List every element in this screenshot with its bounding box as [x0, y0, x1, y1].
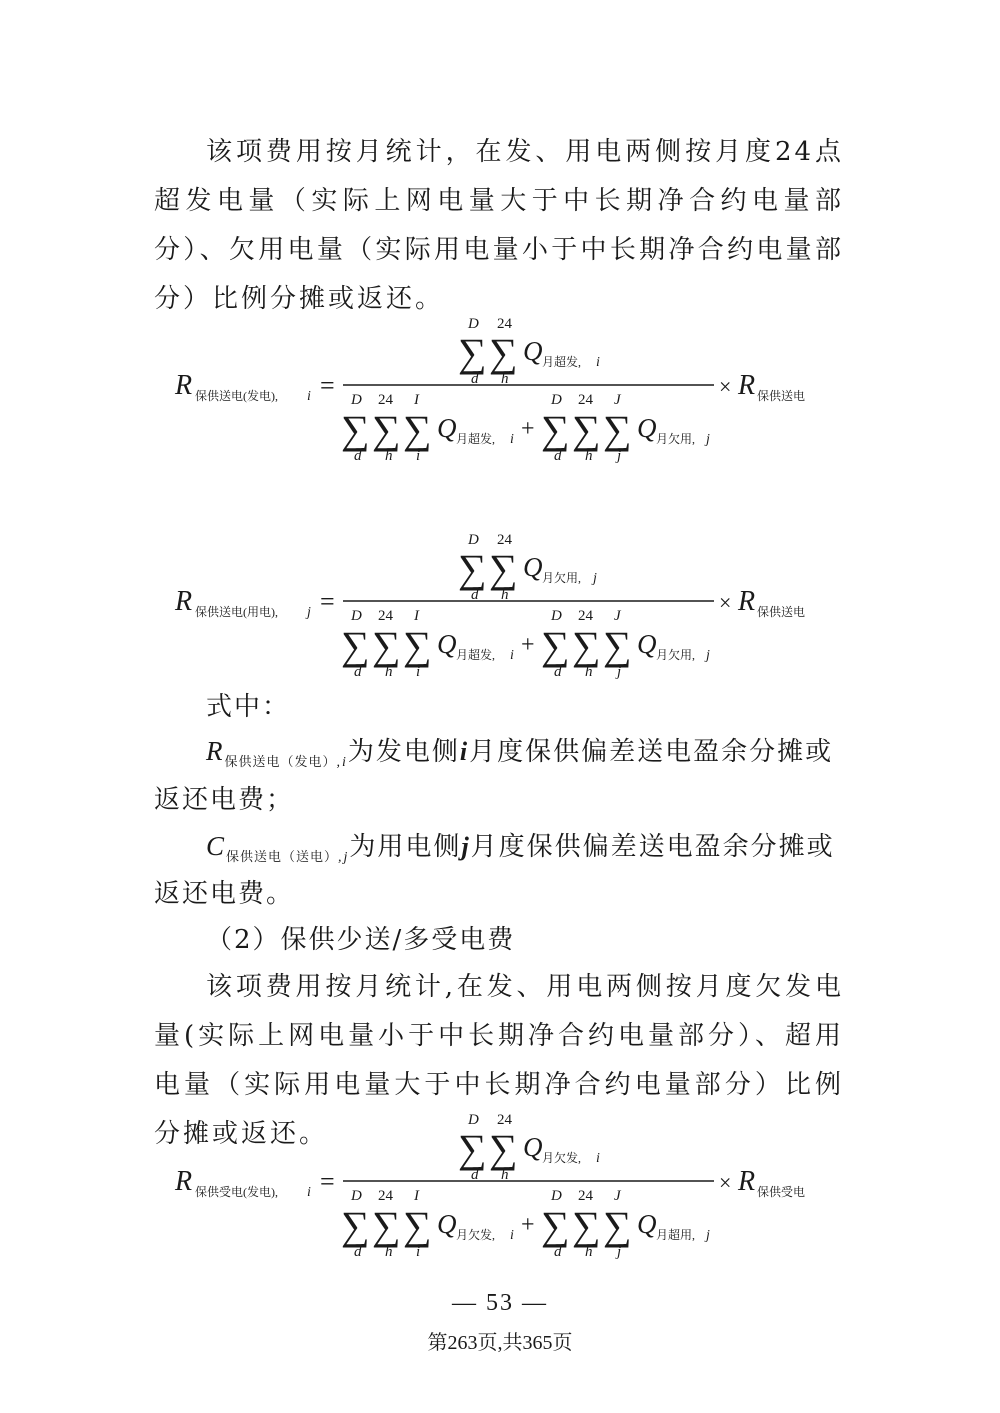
- plus-sign: +: [521, 1212, 535, 1238]
- def2-text: 为用电侧: [349, 832, 462, 862]
- lhs-subscript: 保供送电(发电),: [195, 389, 278, 403]
- lhs-index: j: [307, 605, 311, 620]
- sum-icon: ∑: [458, 546, 487, 591]
- def2-symbol: C: [206, 831, 227, 861]
- sum-upper-D: D: [351, 1188, 362, 1204]
- num-subscript: 月欠用,: [542, 571, 582, 585]
- sum-upper-24: 24: [497, 1112, 512, 1128]
- sum-upper-24: 24: [497, 532, 512, 548]
- sum-lower-h: h: [501, 587, 509, 603]
- num-index: j: [593, 571, 597, 586]
- sum-lower-d: d: [471, 371, 479, 387]
- page-number: — 53 —: [452, 1290, 548, 1316]
- var-Q: Q: [437, 1209, 457, 1239]
- sum-lower-d: d: [354, 664, 362, 680]
- var-Q: Q: [637, 413, 657, 443]
- sum-upper-D: D: [468, 316, 479, 332]
- definition-1-cont: 返还电费；: [154, 785, 295, 815]
- var-R: R: [738, 370, 756, 401]
- den1-subscript: 月欠发,: [456, 1228, 496, 1242]
- sum-icon: ∑: [572, 407, 601, 452]
- sum-lower-h: h: [585, 448, 593, 464]
- sum-upper-24: 24: [578, 608, 593, 624]
- den2-index: j: [706, 1228, 710, 1243]
- sum-icon: ∑: [572, 1203, 601, 1248]
- sum-icon: ∑: [603, 407, 632, 452]
- sum-lower-d: d: [354, 1244, 362, 1260]
- sum-upper-D: D: [351, 392, 362, 408]
- sum-lower-j: j: [617, 1244, 622, 1260]
- sum-icon: ∑: [403, 623, 432, 668]
- formula-receive-generation: [0, 1104, 1000, 1264]
- lhs-subscript: 保供受电(发电),: [195, 1185, 278, 1199]
- sum-upper-24: 24: [378, 608, 393, 624]
- sum-lower-d: d: [471, 1167, 479, 1183]
- den2-subscript: 月欠用,: [656, 432, 696, 446]
- def1-text: 为发电侧: [347, 737, 460, 767]
- rhs-subscript: 保供送电: [757, 389, 806, 403]
- var-Q: Q: [523, 336, 543, 366]
- sum-upper-D: D: [551, 608, 562, 624]
- def2-var: j: [461, 832, 471, 861]
- equals-sign: =: [320, 371, 335, 400]
- sum-icon: ∑: [541, 1203, 570, 1248]
- sum-lower-j: j: [617, 664, 622, 680]
- den2-subscript: 月欠用,: [656, 648, 696, 662]
- sum-icon: ∑: [603, 1203, 632, 1248]
- var-Q: Q: [637, 1209, 657, 1239]
- def2-tail-a: 月度保供偏差送电盈余分摊或: [470, 832, 835, 862]
- def2-index: ,j: [338, 850, 350, 865]
- var-R: R: [175, 586, 193, 617]
- den1-index: i: [510, 1228, 514, 1243]
- sum-upper-D: D: [351, 608, 362, 624]
- formula-1-svg: [0, 308, 1000, 468]
- var-R: R: [175, 1166, 193, 1197]
- sum-icon: ∑: [541, 407, 570, 452]
- formula-2-svg: [0, 524, 1000, 684]
- sum-icon: ∑: [341, 623, 370, 668]
- lhs-index: i: [307, 389, 311, 404]
- rhs-subscript: 保供送电: [757, 605, 806, 619]
- sum-upper-I: I: [414, 392, 419, 408]
- sum-lower-d: d: [471, 587, 479, 603]
- section-heading: （2）保供少送/多受电费: [206, 925, 516, 955]
- den2-index: j: [706, 648, 710, 663]
- sum-upper-24: 24: [578, 1188, 593, 1204]
- sum-upper-D: D: [468, 1112, 479, 1128]
- sum-upper-D: D: [468, 532, 479, 548]
- den1-index: i: [510, 648, 514, 663]
- rhs-subscript: 保供受电: [757, 1185, 806, 1199]
- num-subscript: 月欠发,: [542, 1151, 582, 1165]
- var-Q: Q: [437, 413, 457, 443]
- sum-lower-h: h: [385, 1244, 393, 1260]
- sum-icon: ∑: [489, 330, 518, 375]
- sum-lower-i: i: [416, 448, 421, 464]
- def1-var: i: [459, 737, 470, 766]
- sum-lower-h: h: [385, 664, 393, 680]
- plus-sign: +: [521, 632, 535, 658]
- sum-lower-h: h: [501, 1167, 509, 1183]
- sum-upper-J: J: [614, 1188, 621, 1204]
- num-subscript: 月超发,: [542, 355, 582, 369]
- sum-icon: ∑: [458, 330, 487, 375]
- sum-lower-h: h: [501, 371, 509, 387]
- sum-icon: ∑: [372, 407, 401, 452]
- var-Q: Q: [637, 629, 657, 659]
- sum-lower-d: d: [554, 448, 562, 464]
- sum-upper-24: 24: [578, 392, 593, 408]
- paragraph-under-generation: 该项费用按月统计,在发、用电两侧按月度欠发电量(实际上网电量小于中长期净合约电量部分）、超用电量（实际用电量大于中长期净合约电量部分）比例分摊或返还。: [154, 972, 844, 1149]
- sum-lower-j: j: [617, 448, 622, 464]
- sum-lower-h: h: [585, 664, 593, 680]
- var-Q: Q: [523, 552, 543, 582]
- sum-icon: ∑: [341, 1203, 370, 1248]
- sum-icon: ∑: [403, 1203, 432, 1248]
- equals-sign: =: [320, 1167, 335, 1196]
- sum-upper-D: D: [551, 392, 562, 408]
- sum-upper-24: 24: [378, 1188, 393, 1204]
- den1-subscript: 月超发,: [456, 648, 496, 662]
- var-Q: Q: [523, 1132, 543, 1162]
- sum-icon: ∑: [572, 623, 601, 668]
- shizhong-label: 式中：: [206, 692, 291, 722]
- formula-supply-consumption: [0, 524, 1000, 684]
- sum-lower-i: i: [416, 664, 421, 680]
- sum-icon: ∑: [603, 623, 632, 668]
- sum-icon: ∑: [489, 1126, 518, 1171]
- num-index: i: [596, 1151, 600, 1166]
- sum-upper-J: J: [614, 608, 621, 624]
- sum-lower-d: d: [554, 1244, 562, 1260]
- sum-icon: ∑: [403, 407, 432, 452]
- times-sign: ×: [719, 590, 732, 615]
- sum-icon: ∑: [372, 1203, 401, 1248]
- page-count-footer: 第263页,共365页: [427, 1332, 573, 1354]
- def1-tail-a: 月度保供偏差送电盈余分摊或: [469, 737, 834, 767]
- sum-upper-24: 24: [378, 392, 393, 408]
- def1-index: ,i: [336, 755, 348, 770]
- def1-subscript: 保供送电（发电）: [224, 755, 337, 770]
- sum-lower-i: i: [416, 1244, 421, 1260]
- var-R: R: [738, 586, 756, 617]
- sum-upper-J: J: [614, 392, 621, 408]
- def1-symbol: R: [206, 736, 225, 766]
- paragraph-over-generation: 该项费用按月统计，在发、用电两侧按月度24点超发电量（实际上网电量大于中长期净合约电量部分）、欠用电量（实际用电量小于中长期净合约电量部分）比例分摊或返还。: [154, 137, 844, 314]
- den1-index: i: [510, 432, 514, 447]
- equals-sign: =: [320, 587, 335, 616]
- lhs-index: i: [307, 1185, 311, 1200]
- sum-lower-d: d: [354, 448, 362, 464]
- sum-icon: ∑: [372, 623, 401, 668]
- den1-subscript: 月超发,: [456, 432, 496, 446]
- sum-lower-d: d: [554, 664, 562, 680]
- def2-subscript: 保供送电（送电）: [226, 850, 339, 865]
- num-index: i: [596, 355, 600, 370]
- var-R: R: [738, 1166, 756, 1197]
- formula-supply-generation: [0, 308, 1000, 468]
- den2-subscript: 月超用,: [656, 1228, 696, 1242]
- sum-lower-h: h: [585, 1244, 593, 1260]
- sum-lower-h: h: [385, 448, 393, 464]
- plus-sign: +: [521, 416, 535, 442]
- sum-icon: ∑: [541, 623, 570, 668]
- sum-icon: ∑: [489, 546, 518, 591]
- sum-icon: ∑: [458, 1126, 487, 1171]
- times-sign: ×: [719, 374, 732, 399]
- sum-upper-D: D: [551, 1188, 562, 1204]
- var-Q: Q: [437, 629, 457, 659]
- var-R: R: [175, 370, 193, 401]
- sum-icon: ∑: [341, 407, 370, 452]
- definition-2-cont: 返还电费。: [154, 879, 295, 909]
- sum-upper-I: I: [414, 1188, 419, 1204]
- formula-3-svg: [0, 1104, 1000, 1264]
- den2-index: j: [706, 432, 710, 447]
- times-sign: ×: [719, 1170, 732, 1195]
- sum-upper-I: I: [414, 608, 419, 624]
- lhs-subscript: 保供送电(用电),: [195, 605, 278, 619]
- sum-upper-24: 24: [497, 316, 512, 332]
